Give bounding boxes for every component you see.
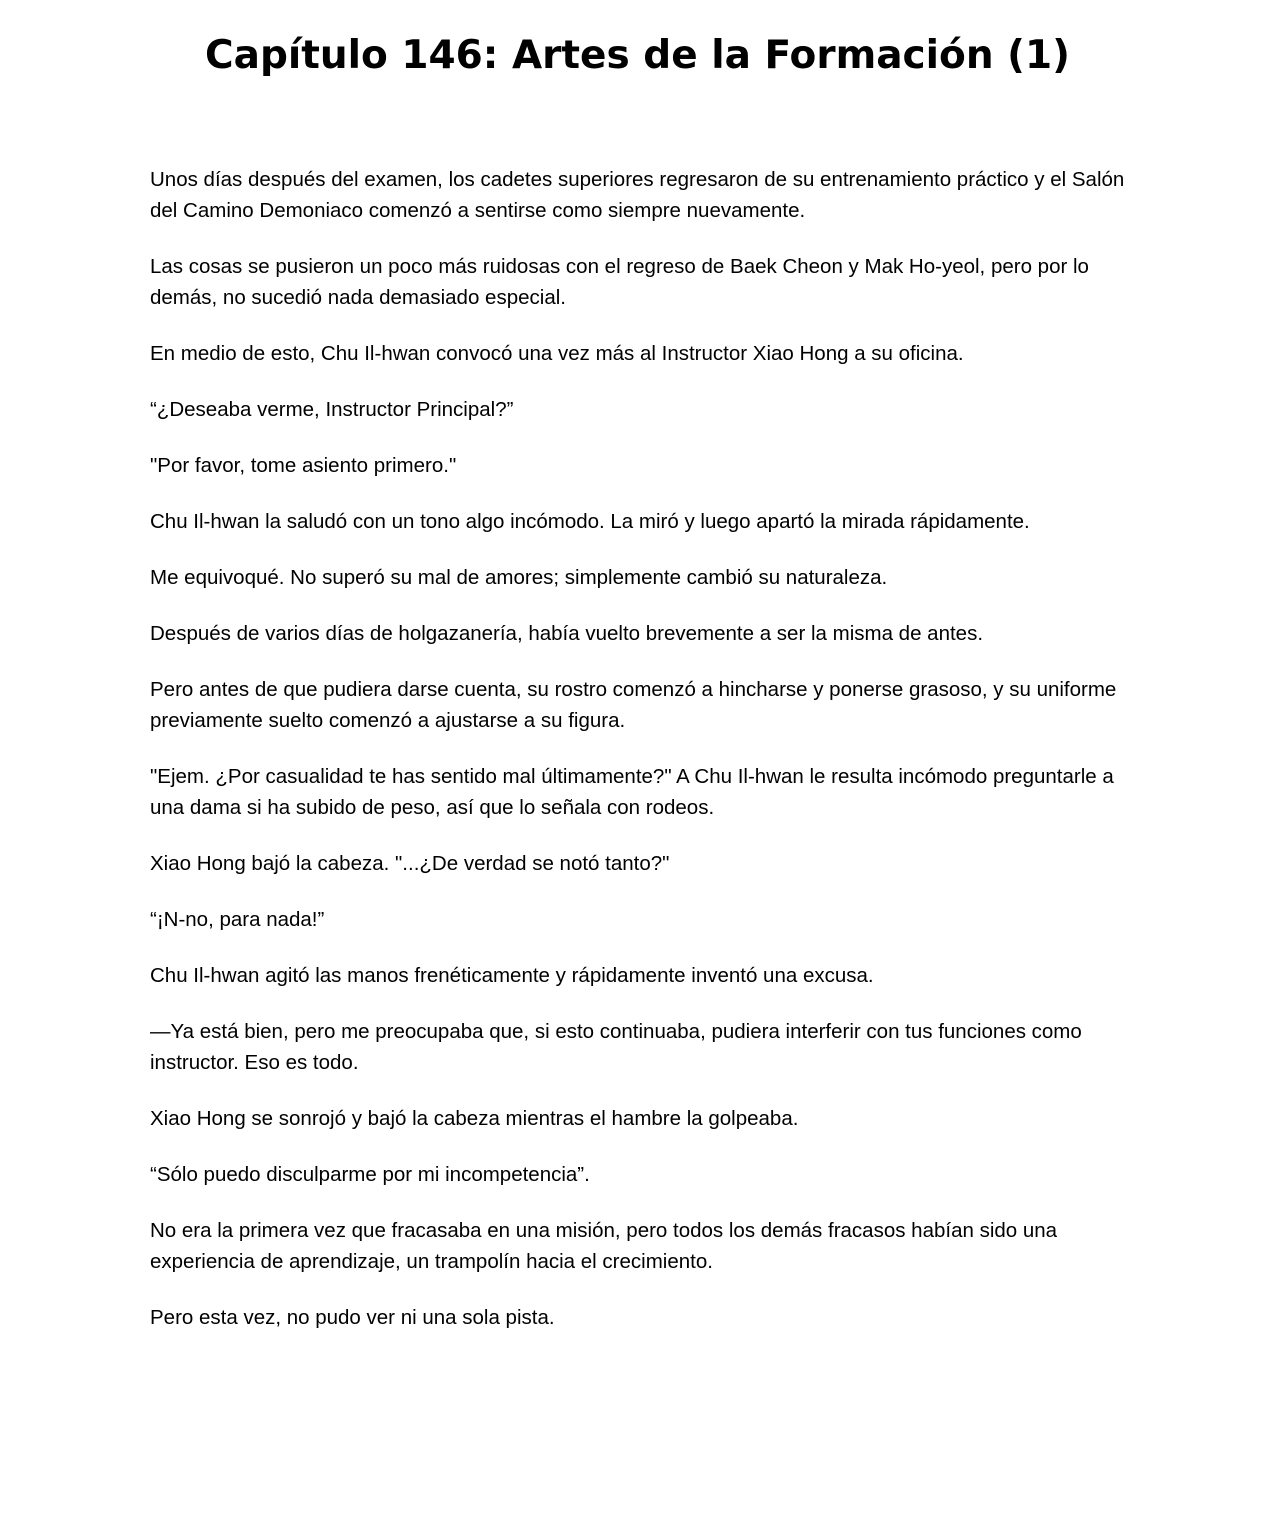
paragraph: “¿Deseaba verme, Instructor Principal?” xyxy=(150,398,514,421)
paragraph: "Ejem. ¿Por casualidad te has sentido mal últimamente?" A Chu Il-hwan le resulta incómodo preguntarle a una dama si ha subido de peso, así que lo señala con rodeos. xyxy=(150,765,1114,819)
paragraph: Me equivoqué. No superó su mal de amores; simplemente cambió su naturaleza. xyxy=(150,566,888,589)
paragraph: No era la primera vez que fracasaba en una misión, pero todos los demás fracasos habían sido una experiencia de aprendizaje, un trampolín hacia el crecimiento. xyxy=(150,1219,1058,1273)
paragraph: Xiao Hong se sonrojó y bajó la cabeza mientras el hambre la golpeaba. xyxy=(150,1107,799,1130)
paragraph: Pero antes de que pudiera darse cuenta, su rostro comenzó a hincharse y ponerse grasoso, y su uniforme previamente suelto comenzó a ajustarse a su figura. xyxy=(150,678,1117,732)
paragraph: Pero esta vez, no pudo ver ni una sola pista. xyxy=(150,1306,555,1329)
paragraph: “Sólo puedo disculparme por mi incompetencia”. xyxy=(150,1163,590,1186)
paragraph: Las cosas se pusieron un poco más ruidosas con el regreso de Baek Cheon y Mak Ho-yeol, pero por lo demás, no sucedió nada demasiado especial. xyxy=(150,255,1089,309)
paragraph: “¡N-no, para nada!” xyxy=(150,908,325,931)
paragraph: Chu Il-hwan agitó las manos frenéticamente y rápidamente inventó una excusa. xyxy=(150,964,874,987)
paragraph: En medio de esto, Chu Il-hwan convocó una vez más al Instructor Xiao Hong a su oficina. xyxy=(150,342,964,365)
paragraph: —Ya está bien, pero me preocupaba que, si esto continuaba, pudiera interferir con tus funciones como instructor. Eso es todo. xyxy=(150,1020,1082,1074)
chapter-body xyxy=(150,164,1135,1358)
paragraph: Después de varios días de holgazanería, había vuelto brevemente a ser la misma de antes. xyxy=(150,622,984,645)
paragraph: Chu Il-hwan la saludó con un tono algo incómodo. La miró y luego apartó la mirada rápidamente. xyxy=(150,510,1030,533)
paragraph: Xiao Hong bajó la cabeza. "...¿De verdad se notó tanto?" xyxy=(150,852,670,875)
paragraph: "Por favor, tome asiento primero." xyxy=(150,454,457,477)
paragraph: Unos días después del examen, los cadetes superiores regresaron de su entrenamiento práctico y el Salón del Camino Demoniaco comenzó a sentirse como siempre nuevamente. xyxy=(150,168,1125,222)
chapter-title: Capítulo 146: Artes de la Formación (1) xyxy=(205,33,1070,78)
